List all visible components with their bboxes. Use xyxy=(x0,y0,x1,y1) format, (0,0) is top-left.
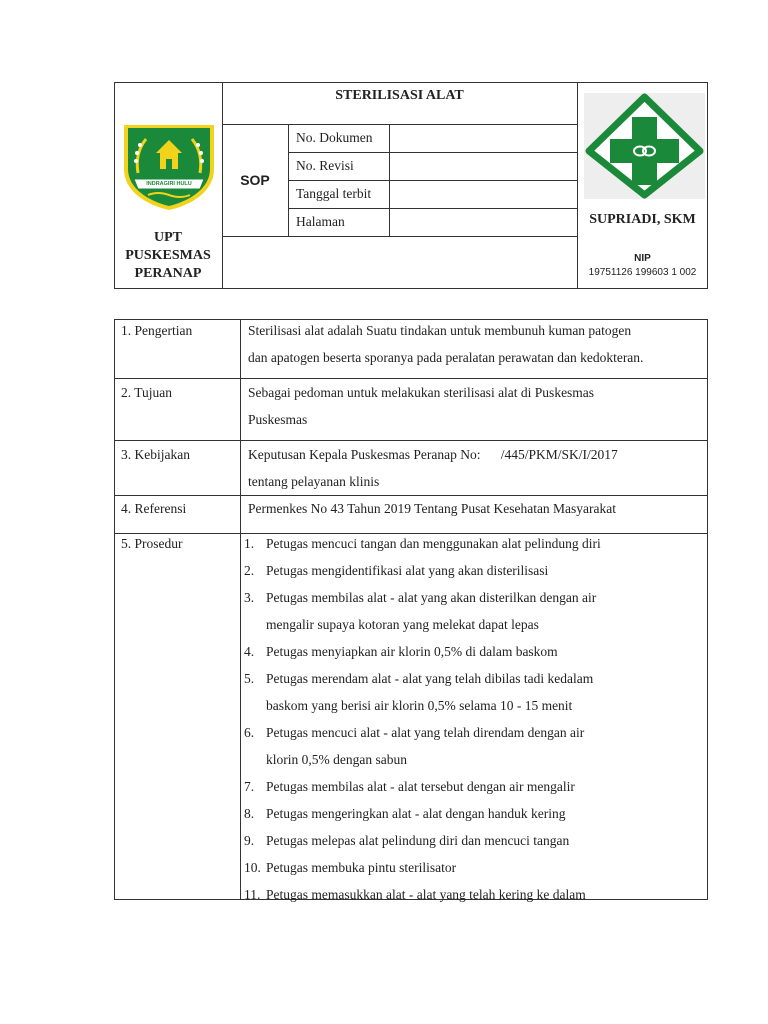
step-number: 7. xyxy=(244,779,255,794)
field-label-no-revisi: No. Revisi xyxy=(296,158,354,173)
step-number: 11. xyxy=(244,887,261,902)
step-number: 8. xyxy=(244,806,255,821)
sop-label: SOP xyxy=(240,172,270,188)
step-text: Petugas merendam alat - alat yang telah dibilas tadi kedalam xyxy=(266,671,594,686)
step-number: 6. xyxy=(244,725,255,740)
section-label-prosedur: 5. Prosedur xyxy=(121,536,183,551)
step-text: Petugas melepas alat pelindung diri dan mencuci tangan xyxy=(266,833,570,848)
step-number: 10. xyxy=(244,860,261,875)
procedure-step xyxy=(244,827,704,854)
section-text-line: Sterilisasi alat adalah Suatu tindakan untuk membunuh kuman patogen xyxy=(248,323,632,338)
section-text-line: tentang pelayanan klinis xyxy=(248,474,380,489)
step-text: Petugas mencuci alat - alat yang telah direndam dengan air xyxy=(266,725,585,740)
signatory-name: SUPRIADI, SKM xyxy=(589,212,696,227)
step-text: Petugas mengidentifikasi alat yang akan disterilisasi xyxy=(266,563,549,578)
header-divider xyxy=(288,208,577,209)
procedure-step xyxy=(244,719,704,773)
step-text: Petugas membilas alat - alat tersebut dengan air mengalir xyxy=(266,779,575,794)
org-name-line: PERANAP xyxy=(134,266,202,281)
content-divider xyxy=(240,319,241,900)
step-text: klorin 0,5% dengan sabun xyxy=(266,752,407,767)
step-number: 9. xyxy=(244,833,255,848)
header-divider xyxy=(222,236,577,237)
section-text-line: Permenkes No 43 Tahun 2019 Tentang Pusat Kesehatan Masyarakat xyxy=(248,501,617,516)
step-text: Petugas membuka pintu sterilisator xyxy=(266,860,457,875)
procedure-step xyxy=(244,881,704,908)
procedure-list xyxy=(244,530,704,908)
field-label-tanggal-terbit: Tanggal terbit xyxy=(296,186,372,201)
step-text: Petugas membilas alat - alat yang akan disterilkan dengan air xyxy=(266,590,597,605)
document-title: STERILISASI ALAT xyxy=(335,88,464,103)
step-number: 3. xyxy=(244,590,255,605)
procedure-step xyxy=(244,773,704,800)
step-number: 4. xyxy=(244,644,255,659)
step-text: Petugas mengeringkan alat - alat dengan handuk kering xyxy=(266,806,566,821)
step-text: baskom yang berisi air klorin 0,5% selama 10 - 15 menit xyxy=(266,698,573,713)
section-label-pengertian: 1. Pengertian xyxy=(121,323,193,338)
puskesmas-logo xyxy=(584,93,705,199)
section-label-referensi: 4. Referensi xyxy=(121,501,187,516)
procedure-step xyxy=(244,638,704,665)
procedure-step xyxy=(244,584,704,638)
step-text: mengalir supaya kotoran yang melekat dapat lepas xyxy=(266,617,539,632)
procedure-step xyxy=(244,530,704,557)
section-text-line: Puskesmas xyxy=(248,412,308,427)
step-number: 2. xyxy=(244,563,255,578)
section-text-line: Sebagai pedoman untuk melakukan sterilisasi alat di Puskesmas xyxy=(248,385,595,400)
procedure-step xyxy=(244,665,704,719)
procedure-step xyxy=(244,800,704,827)
logo-banner-text: INDRAGIRI HULU xyxy=(146,181,192,187)
section-label-kebijakan: 3. Kebijakan xyxy=(121,447,190,462)
field-label-halaman: Halaman xyxy=(296,214,345,229)
regency-logo xyxy=(120,123,218,211)
header-divider xyxy=(288,152,577,153)
step-text: Petugas mencuci tangan dan menggunakan alat pelindung diri xyxy=(266,536,601,551)
step-number: 5. xyxy=(244,671,255,686)
procedure-step xyxy=(244,854,704,881)
nip-value: 19751126 199603 1 002 xyxy=(588,267,697,278)
section-label-tujuan: 2. Tujuan xyxy=(121,385,173,400)
header-divider xyxy=(222,124,577,125)
header-divider xyxy=(288,180,577,181)
section-text-line: Keputusan Kepala Puskesmas Peranap No: /445/PKM/SK/I/2017 xyxy=(248,447,618,462)
procedure-step xyxy=(244,557,704,584)
org-name-line: PUSKESMAS xyxy=(125,248,211,263)
org-name-line: UPT xyxy=(154,230,182,245)
field-label-no-dokumen: No. Dokumen xyxy=(296,130,373,145)
nip-label: NIP xyxy=(634,253,651,264)
section-text-line: dan apatogen beserta sporanya pada peralatan perawatan dan kedokteran. xyxy=(248,350,644,365)
step-text: Petugas menyiapkan air klorin 0,5% di dalam baskom xyxy=(266,644,558,659)
step-number: 1. xyxy=(244,536,255,551)
step-text: Petugas memasukkan alat - alat yang telah kering ke dalam xyxy=(266,887,586,902)
